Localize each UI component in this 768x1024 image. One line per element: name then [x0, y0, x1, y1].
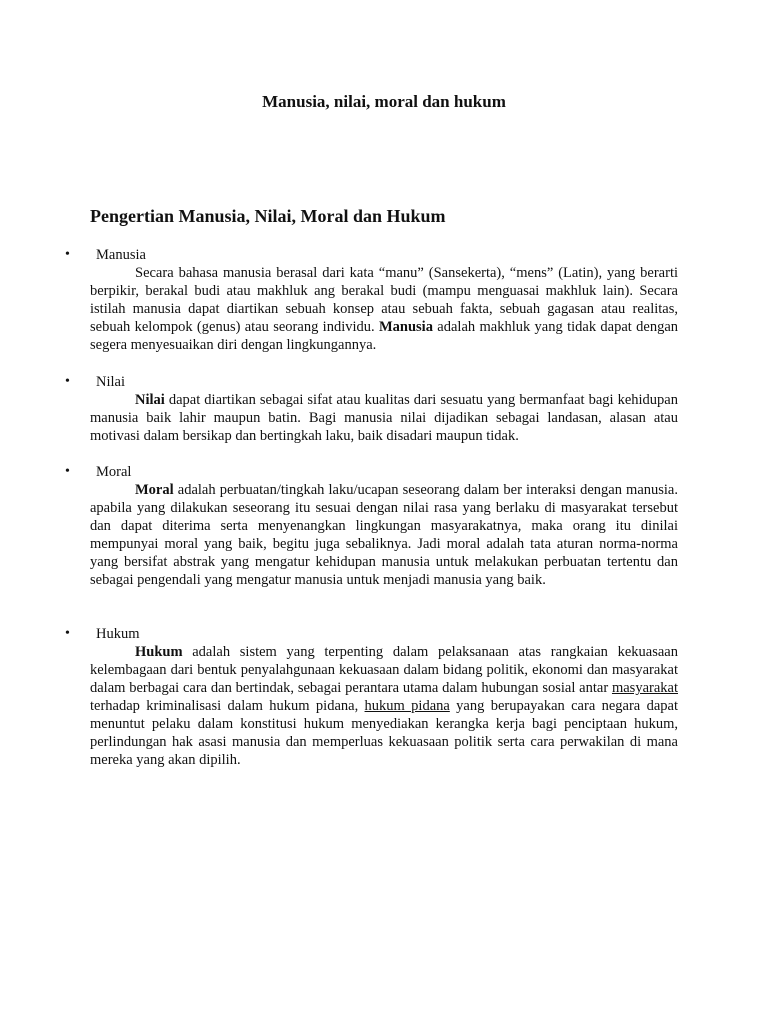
- list-item-manusia: [65, 246, 679, 354]
- item-label-hukum: Hukum: [96, 626, 140, 642]
- paragraph-text: adalah makhluk yang tidak dapat dengan segera menyesuaikan diri dengan lingkungannya.: [90, 319, 679, 353]
- bullet-icon: •: [65, 247, 70, 262]
- section-heading: Pengertian Manusia, Nilai, Moral dan Hukum: [90, 206, 446, 226]
- link-masyarakat[interactable]: masyarakat: [611, 680, 678, 696]
- bold-term-nilai: Nilai: [135, 392, 165, 408]
- paragraph-moral: [90, 481, 678, 589]
- bold-term-manusia: Manusia: [378, 319, 433, 335]
- item-label-moral: Moral: [96, 464, 132, 480]
- bold-term-hukum: Hukum: [135, 644, 183, 660]
- paragraph-text: Secara bahasa manusia berasal dari kata “manu” (Sansekerta), “mens” (Latin), yang berarti berpikir, berakal budi atau makhluk ang berakal budi (mampu menguasai makhluk lain). Secara istilah manusia dapat diartikan sebuah konsep atau sebuah fakta, sebuah gagasan atau realitas, sebuah kelompok (genus) atau seorang individu.: [90, 265, 678, 335]
- bullet-icon: •: [65, 464, 70, 479]
- bold-term-moral: Moral: [135, 482, 174, 498]
- paragraph-text: adalah sistem yang terpenting dalam pelaksanaan atas rangkaian kekuasaan kelembagaan dari bentuk penyalahgunaan kekuasaan dalam bidang politik, ekonomi dan masyarakat dalam berbagai cara dan bertindak, sebagai perantara utama dalam hubungan sosial antar: [90, 644, 678, 696]
- paragraph-manusia: [90, 264, 678, 354]
- link-hukum-pidana[interactable]: hukum pidana: [364, 698, 450, 714]
- list-item-moral: [65, 463, 678, 589]
- item-label-nilai: Nilai: [96, 374, 125, 390]
- paragraph-text: yang berupayakan cara negara dapat menuntut pelaku dalam konstitusi hukum menyediakan kerangka kerja bagi penciptaan hukum, perlindungan hak asasi manusia dan memperluas kekuasaan politik serta cara perwakilan di mana mereka yang akan dipilih.: [90, 698, 678, 768]
- paragraph-hukum: [90, 643, 678, 769]
- paragraph-nilai: [90, 391, 678, 445]
- item-label-manusia: Manusia: [96, 247, 146, 263]
- bullet-icon: •: [65, 374, 70, 389]
- list-item-hukum: [65, 625, 678, 769]
- paragraph-text: adalah perbuatan/tingkah laku/ucapan seseorang dalam ber interaksi dengan manusia. apabila yang dilakukan seseorang itu sesuai dengan nilai rasa yang berlaku di masyarakat tersebut dan dapat diterima serta menyenangkan lingkungan masyarakatnya, maka orang itu dinilai mempunyai moral yang baik, begitu juga sebaliknya. Jadi moral adalah tata aturan norma-norma yang bersifat abstrak yang mengatur kehidupan manusia untuk melakukan perbuatan tertentu dan sebagai pengendali yang mengatur manusia untuk menjadi manusia yang baik.: [90, 482, 678, 588]
- paragraph-text: dapat diartikan sebagai sifat atau kualitas dari sesuatu yang bermanfaat bagi kehidupan manusia baik lahir maupun batin. Bagi manusia nilai dijadikan sebagai landasan, alasan atau motivasi dalam bersikap dan bertingkah laku, baik disadari maupun tidak.: [90, 392, 678, 444]
- document-title: Manusia, nilai, moral dan hukum: [262, 92, 506, 111]
- paragraph-text: terhadap kriminalisasi dalam hukum pidana,: [90, 698, 365, 714]
- list-item-nilai: [65, 373, 678, 445]
- bullet-icon: •: [65, 626, 70, 641]
